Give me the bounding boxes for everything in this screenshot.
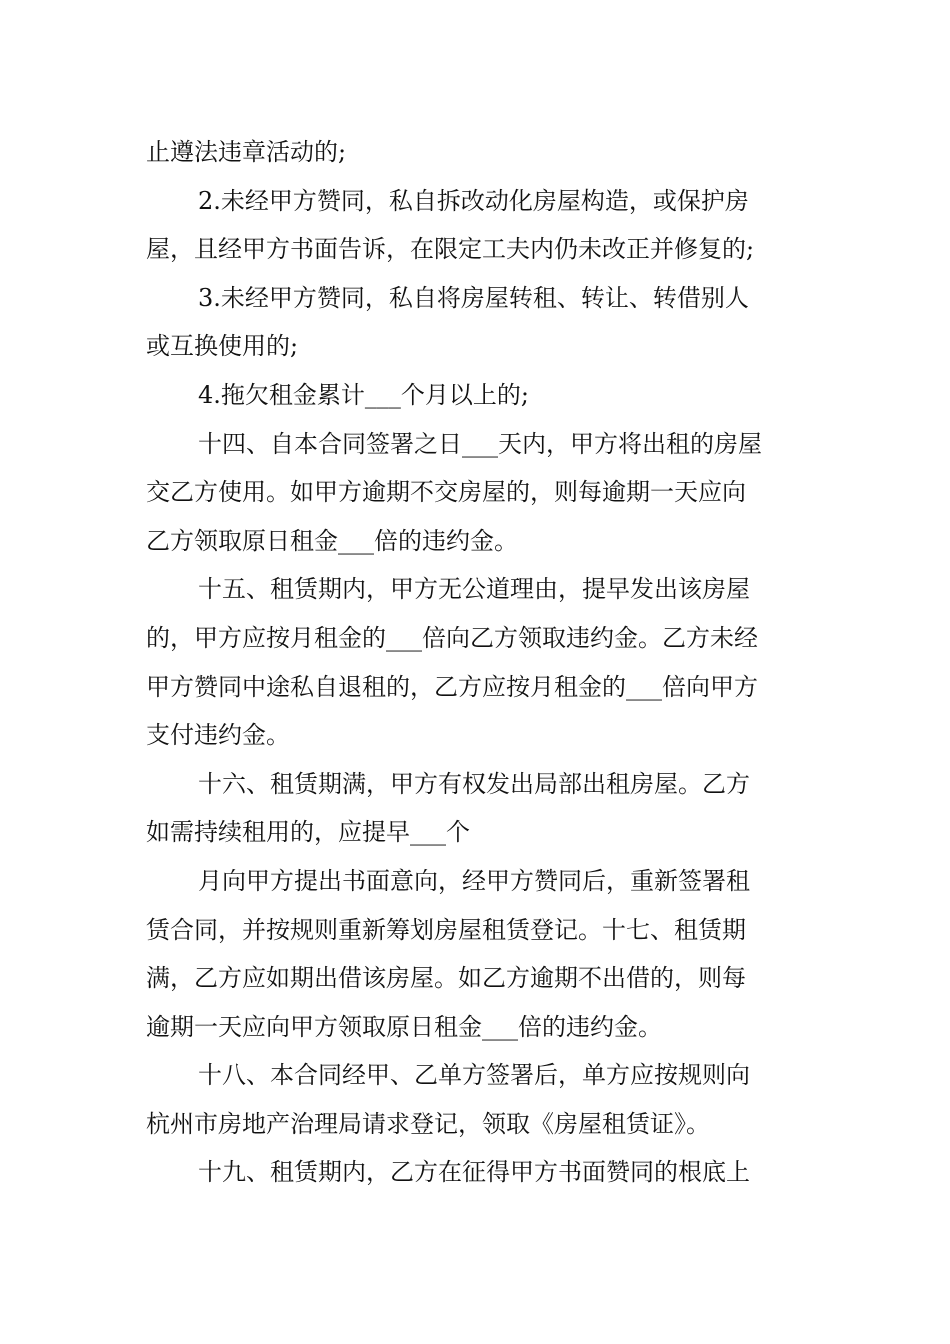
text-line-3: 屋，且经甲方书面告诉，在限定工夫内仍未改正并修复的;: [146, 235, 755, 264]
text-line-13: 支付违约金。: [146, 721, 290, 750]
text-line-9: 乙方领取原日租金___倍的违约金。: [146, 526, 518, 555]
text-line-1: 止遵法违章活动的;: [146, 138, 347, 166]
text-line-10: 十五、租赁期内，甲方无公道理由，提早发出该房屋: [198, 575, 750, 604]
text-line-6: 4.拖欠租金累计___个月以上的;: [198, 380, 529, 409]
text-line-16: 月向甲方提出书面意向，经甲方赞同后，重新签署租: [198, 866, 750, 895]
text-line-22: 十九、租赁期内，乙方在征得甲方书面赞同的根底上: [198, 1158, 750, 1187]
text-line-21: 杭州市房地产治理局请求登记，领取《房屋租赁证》。: [146, 1109, 710, 1138]
text-line-5: 或互换使用的;: [146, 332, 299, 361]
text-line-20: 十八、本合同经甲、乙单方签署后，单方应按规则向: [198, 1061, 750, 1090]
text-line-14: 十六、租赁期满，甲方有权发出局部出租房屋。乙方: [198, 769, 750, 798]
contract-text: [146, 128, 806, 1197]
text-line-11: 的，甲方应按月租金的___倍向乙方领取违约金。乙方未经: [146, 623, 758, 652]
text-line-12: 甲方赞同中途私自退租的，乙方应按月租金的___倍向甲方: [146, 672, 758, 701]
text-line-4: 3.未经甲方赞同，私自将房屋转租、转让、转借别人: [198, 283, 749, 312]
text-line-17: 赁合同，并按规则重新筹划房屋租赁登记。十七、租赁期: [146, 915, 746, 944]
text-line-7: 十四、自本合同签署之日___天内，甲方将出租的房屋: [198, 429, 762, 458]
text-line-2: 2.未经甲方赞同，私自拆改动化房屋构造，或保护房: [198, 186, 749, 215]
text-line-18: 满，乙方应如期出借该房屋。如乙方逾期不出借的，则每: [146, 964, 746, 993]
text-line-15: 如需持续租用的，应提早___个: [146, 818, 470, 847]
text-line-19: 逾期一天应向甲方领取原日租金___倍的违约金。: [146, 1012, 662, 1041]
text-line-8: 交乙方使用。如甲方逾期不交房屋的，则每逾期一天应向: [146, 478, 746, 507]
